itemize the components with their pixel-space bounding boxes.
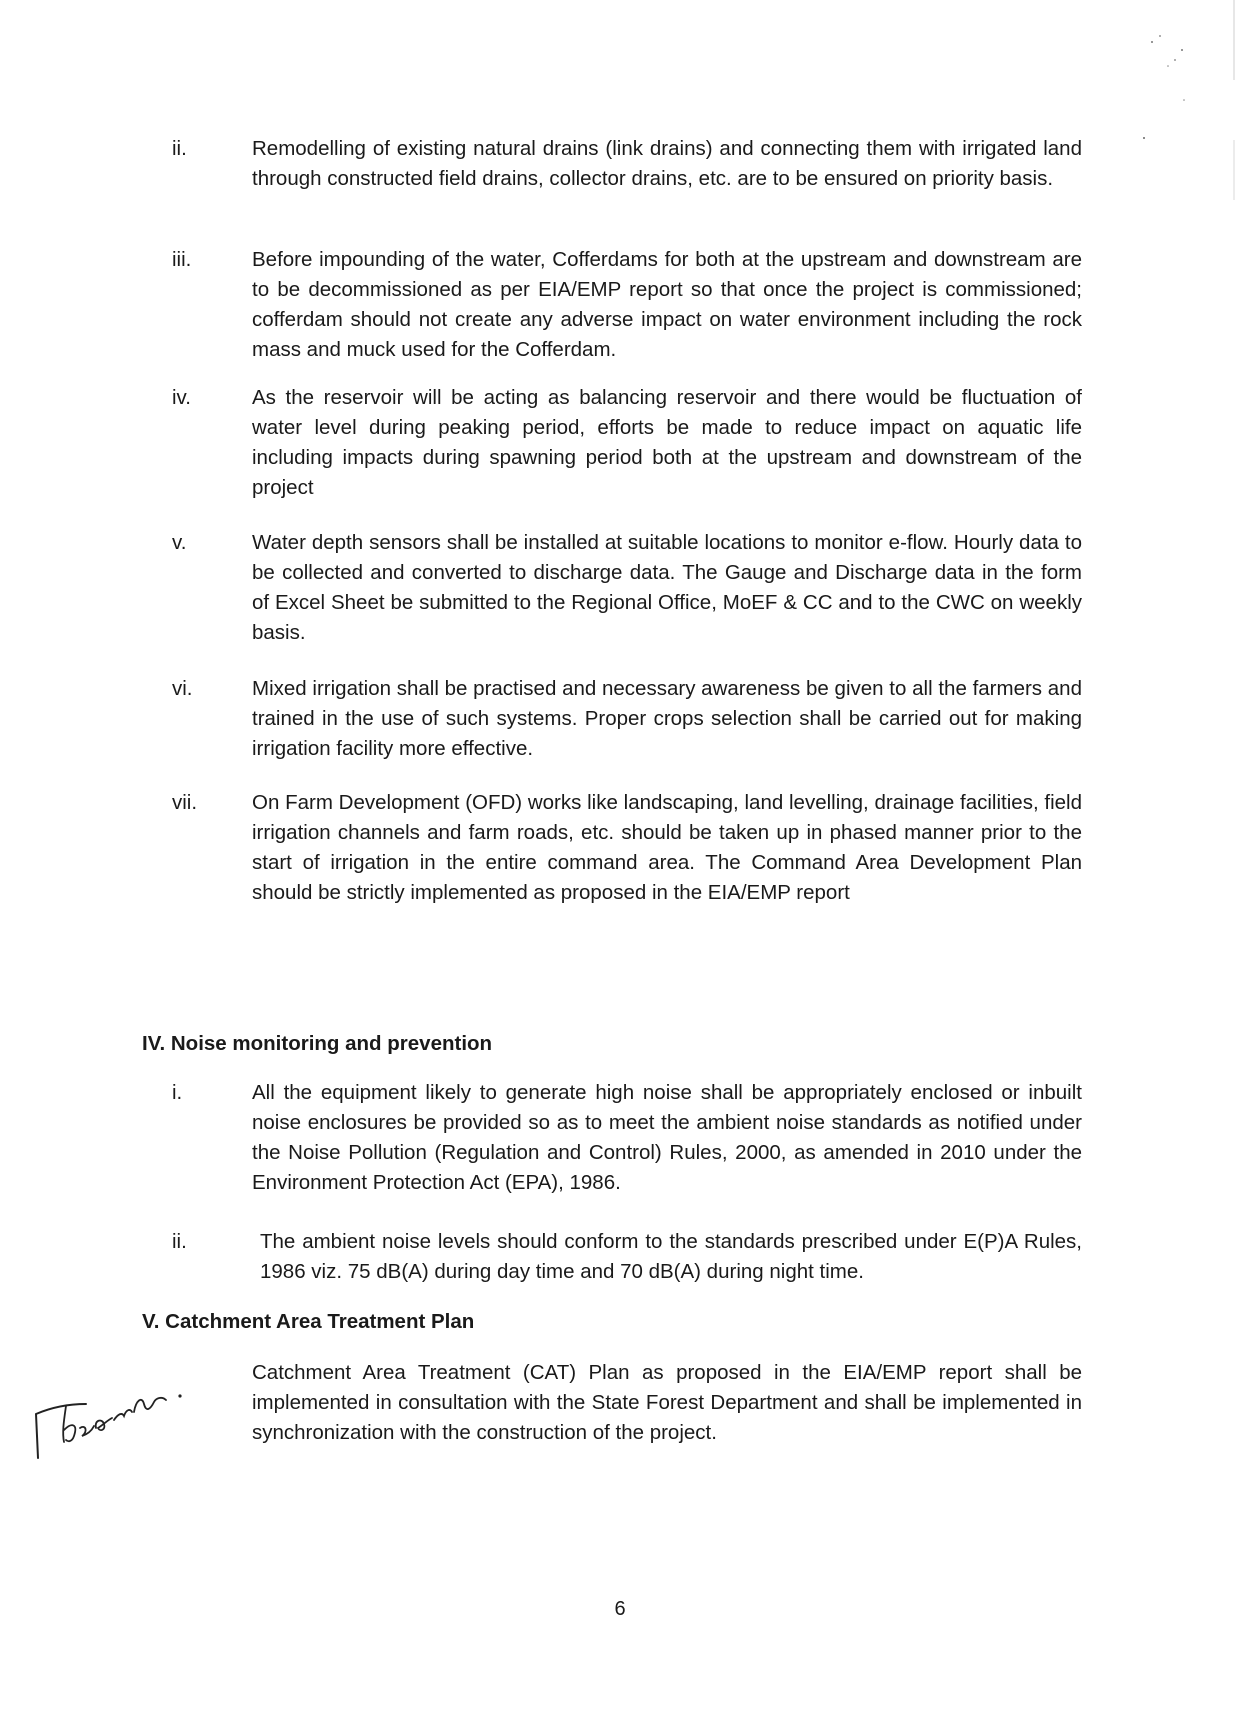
list-item-text: All the equipment likely to generate high noise shall be appropriately enclosed or inbuilt noise enclosures be provided so as to meet the ambient noise standards as notified under the Noise Pollution (Regulation and Control) Rules, 2000, as amended in 2010 under the Environment Protection Act (EPA), 1986. <box>252 1081 1082 1194</box>
list-item-text: As the reservoir will be acting as balancing reservoir and there would be fluctuation of water level during peaking period, efforts be made to reduce impact on aquatic life including impacts during spawning period both at the upstream and downstream of the project <box>252 386 1082 499</box>
list-item-text: On Farm Development (OFD) works like landscaping, land levelling, drainage facilities, field irrigation channels and farm roads, etc. should be taken up in phased manner prior to the start of irrigation in the entire command area. The Command Area Development Plan should be strictly implemented as proposed in the EIA/EMP report <box>252 791 1082 904</box>
list-item <box>172 245 1082 365</box>
list-item-text: The ambient noise levels should conform to the standards prescribed under E(P)A Rules, 1986 viz. 75 dB(A) during day time and 70 dB(A) during night time. <box>260 1230 1082 1283</box>
handwritten-signature <box>28 1370 218 1460</box>
list-item <box>172 674 1082 764</box>
scan-marks <box>1120 0 1240 220</box>
list-item-text: Remodelling of existing natural drains (link drains) and connecting them with irrigated land through constructed field drains, collector drains, etc. are to be ensured on priority basis. <box>252 137 1082 190</box>
list-marker: i. <box>172 1081 183 1104</box>
list-item-text: Water depth sensors shall be installed at suitable locations to monitor e-flow. Hourly data to be collected and converted to discharge data. The Gauge and Discharge data in the form of Excel Sheet be submitted to the Regional Office, MoEF & CC and to the CWC on weekly basis. <box>252 531 1082 644</box>
list-item <box>172 1227 1082 1287</box>
section-heading: IV. Noise monitoring and prevention <box>142 1032 493 1055</box>
list-item <box>172 528 1082 648</box>
list-item <box>172 134 1082 194</box>
list-marker: iii. <box>172 248 192 271</box>
page-number: 6 <box>614 1598 626 1620</box>
section-paragraph: Catchment Area Treatment (CAT) Plan as proposed in the EIA/EMP report shall be implemented in consultation with the State Forest Department and shall be implemented in synchronization with the construction of the project. <box>252 1361 1082 1444</box>
list-marker: vii. <box>172 791 198 814</box>
list-marker: vi. <box>172 677 193 700</box>
list-item <box>172 788 1082 908</box>
list-marker: ii. <box>172 1230 187 1253</box>
list-item-text: Before impounding of the water, Cofferdams for both at the upstream and downstream are to be decommissioned as per EIA/EMP report so that once the project is commissioned; cofferdam should not create any adverse impact on water environment including the rock mass and muck used for the Cofferdam. <box>252 248 1082 361</box>
list-item <box>172 383 1082 503</box>
list-marker: iv. <box>172 386 191 409</box>
list-item <box>172 1078 1082 1198</box>
list-marker: v. <box>172 531 187 554</box>
list-item-text: Mixed irrigation shall be practised and necessary awareness be given to all the farmers and trained in the use of such systems. Proper crops selection shall be carried out for making irrigation facility more effective. <box>252 677 1082 760</box>
section-heading: V. Catchment Area Treatment Plan <box>142 1310 475 1333</box>
list-marker: ii. <box>172 137 187 160</box>
